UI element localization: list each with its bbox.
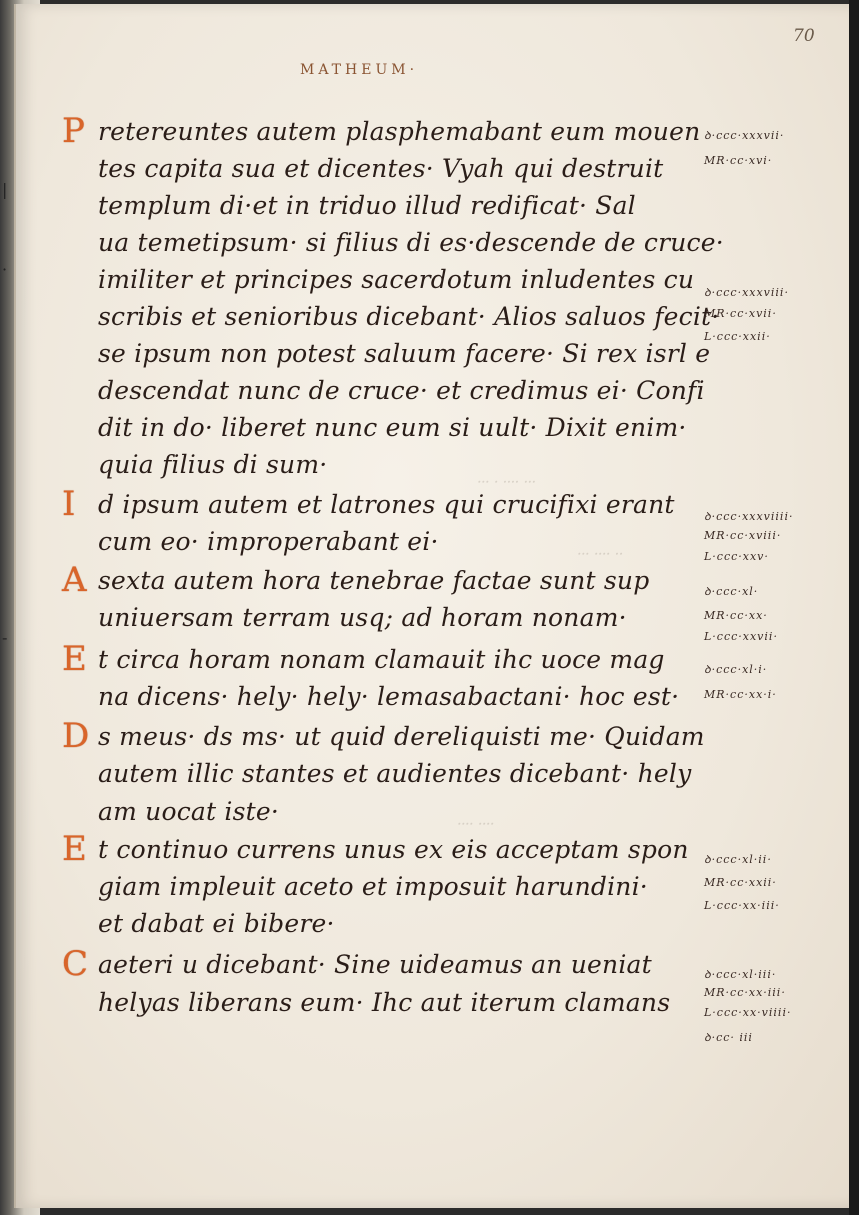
canon-table-note: MR·cc·xx·iii·	[704, 986, 786, 999]
canon-table-note: ꝺ·cc· iii	[704, 1031, 753, 1044]
line-text: et dabat ei bibere·	[98, 909, 335, 938]
text-line	[98, 339, 710, 375]
line-text: am uocat iste·	[98, 797, 280, 826]
text-line	[62, 111, 701, 153]
canon-table-note: ꝺ·ccc·xxxviii·	[704, 286, 789, 299]
page-edge	[849, 0, 859, 1215]
line-text: giam impleuit aceto et imposuit harundini·	[98, 872, 648, 901]
canon-table-note: ꝺ·ccc·xxxvii·	[704, 129, 785, 142]
canon-table-note: MR·cc·xvi·	[704, 154, 773, 167]
line-text: aeteri u dicebant· Sine uideamus an ueniat	[98, 950, 652, 979]
line-text: ua temetipsum· si filius di es·descende de cruce·	[98, 228, 724, 257]
canon-table-note: L·ccc·xxvii·	[704, 630, 778, 643]
text-line	[62, 716, 705, 758]
rubricated-initial: I	[62, 484, 76, 524]
left-edge-mark: -	[2, 628, 8, 647]
text-line	[98, 759, 691, 795]
line-text: tes capita sua et dicentes· Vyah qui destruit	[98, 154, 664, 183]
left-edge-mark: ·	[2, 260, 8, 279]
canon-table-note: ꝺ·ccc·xl·i·	[704, 663, 768, 676]
line-text: t continuo currens unus ex eis acceptam spon	[98, 835, 689, 864]
canon-table-note: ꝺ·ccc·xl·	[704, 585, 759, 598]
show-through: ⸱⸱⸱ ⸱ ⸱⸱⸱⸱ ⸱⸱⸱	[476, 473, 535, 491]
text-line	[98, 376, 705, 412]
line-text: cum eo· improperabant ei·	[98, 527, 439, 556]
canon-table-note: MR·cc·xviii·	[704, 529, 782, 542]
line-text: se ipsum non potest saluum facere· Si rex isrl e	[98, 339, 711, 368]
text-line	[62, 944, 652, 986]
line-text: s meus· ds ms· ut quid dereliquisti me· Quidam	[98, 722, 705, 751]
line-text: retereuntes autem plasphemabant eum mouen	[98, 117, 701, 146]
canon-table-note: MR·cc·xx·	[704, 609, 768, 622]
text-line	[98, 450, 327, 486]
line-text: helyas liberans eum· Ihc aut iterum clamans	[98, 988, 671, 1017]
show-through: ⸱⸱⸱⸱ ⸱⸱⸱⸱	[456, 815, 493, 833]
text-line	[62, 829, 689, 871]
line-text: d ipsum autem et latrones qui crucifixi erant	[98, 490, 675, 519]
line-text: quia filius di sum·	[98, 450, 328, 479]
text-line	[98, 988, 670, 1024]
rubricated-initial: C	[62, 944, 89, 984]
rubricated-initial: E	[62, 829, 88, 869]
canon-table-note: MR·cc·xvii·	[704, 307, 777, 320]
canon-table-note: MR·cc·xxii·	[704, 876, 777, 889]
text-line	[98, 154, 663, 190]
line-text: dit in do· liberet nunc eum si uult· Dixit enim·	[98, 413, 687, 442]
text-line	[98, 302, 719, 338]
text-line	[98, 682, 679, 718]
line-text: na dicens· hely· hely· lemasabactani· hoc est·	[98, 682, 680, 711]
line-text: descendat nunc de cruce· et credimus ei· Confi	[98, 376, 705, 405]
canon-table-note: L·ccc·xxii·	[704, 330, 771, 343]
canon-table-note: ꝺ·ccc·xl·ii·	[704, 853, 772, 866]
folio-number: 70	[793, 26, 815, 46]
canon-table-note: L·ccc·xx·iii·	[704, 899, 780, 912]
line-text: uniuersam terram usq; ad horam nonam·	[98, 603, 627, 632]
show-through: ⸱⸱⸱ ⸱⸱⸱⸱ ⸱⸱	[576, 545, 622, 563]
rubricated-initial: A	[62, 560, 87, 600]
canon-table-note: L·ccc·xx·viiii·	[704, 1006, 792, 1019]
text-line	[98, 265, 694, 301]
line-text: t circa horam nonam clamauit ihc uoce mag	[98, 645, 665, 674]
line-text: templum di·et in triduo illud redificat· Sal	[98, 191, 636, 220]
canon-table-note: ꝺ·ccc·xl·iii·	[704, 968, 777, 981]
text-line	[98, 191, 636, 227]
canon-table-note: L·ccc·xxv·	[704, 550, 769, 563]
rubricated-initial: D	[62, 716, 90, 756]
text-line	[62, 639, 665, 681]
text-line	[98, 909, 335, 945]
line-text: sexta autem hora tenebrae factae sunt sup	[98, 566, 650, 595]
text-line	[98, 228, 724, 264]
text-line	[98, 527, 439, 563]
text-line	[62, 560, 650, 602]
rubricated-initial: P	[62, 111, 86, 151]
text-line	[98, 603, 627, 639]
text-line	[62, 484, 675, 526]
rubricated-initial: E	[62, 639, 88, 679]
line-text: autem illic stantes et audientes dicebant· hely	[98, 759, 692, 788]
line-text: scribis et senioribus dicebant· Alios saluos fecit·	[98, 302, 720, 331]
canon-table-note: MR·cc·xx·i·	[704, 688, 777, 701]
text-line	[98, 797, 279, 833]
running-header: MATHEUM·	[300, 62, 419, 78]
left-edge-mark: |	[2, 180, 8, 199]
text-line	[98, 413, 687, 449]
text-line	[98, 872, 648, 908]
line-text: imiliter et principes sacerdotum inludentes cu	[98, 265, 695, 294]
canon-table-note: ꝺ·ccc·xxxviiii·	[704, 510, 794, 523]
